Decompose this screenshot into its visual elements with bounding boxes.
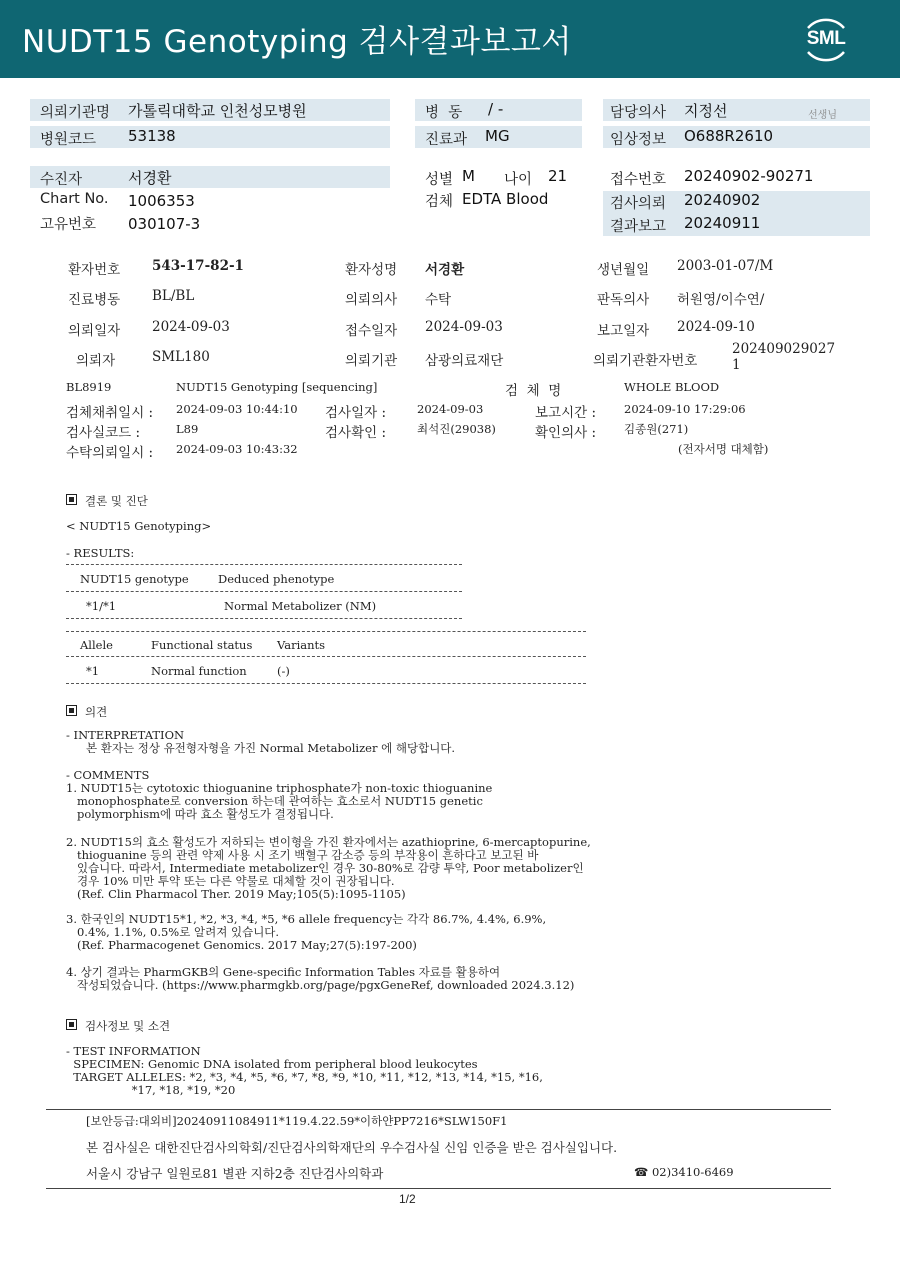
patient-bar	[30, 166, 390, 188]
logo-text: SML	[806, 28, 846, 49]
institution-label: 의뢰기관명	[40, 105, 111, 121]
request-value: 20240902	[684, 191, 761, 209]
test-date-label: 검사일자 :	[325, 405, 387, 421]
testinfo-line: *17, *18, *19, *20	[66, 1083, 236, 1097]
ward-label: 병 동	[425, 105, 463, 121]
hospital-code-value: 53138	[128, 127, 176, 145]
comments-label: - COMMENTS	[66, 768, 150, 782]
comment-2-line: 2. NUDT15의 효소 활성도가 저하되는 변이형을 가진 환자에서는 azathioprine, 6-mercaptopurine,	[66, 835, 591, 849]
detail-r3-v3: 2024-09-10	[677, 319, 755, 335]
sex-label: 성별	[425, 172, 454, 188]
genotype-value: *1/*1	[86, 599, 117, 613]
receipt-label: 접수번호	[610, 172, 667, 188]
interp-text: 본 환자는 정상 유전형자형을 가진 Normal Metabolizer 에 해당합니다.	[86, 741, 456, 755]
section-square-icon	[66, 705, 77, 716]
lab-code-label: 검사실코드 :	[66, 425, 141, 441]
allele-value: *1	[86, 664, 100, 678]
divider	[66, 656, 586, 657]
detail-r2-l1: 진료병동	[68, 292, 121, 308]
clinical-label: 임상정보	[610, 132, 667, 148]
detail-r2-v2: 수탁	[425, 292, 452, 308]
report-label: 결과보고	[610, 219, 667, 235]
testinfo-section-text: 검사정보 및 소견	[85, 1019, 171, 1033]
comment-2-line: (Ref. Clin Pharmacol Ther. 2019 May;105(5):1095-1105)	[66, 887, 406, 901]
interp-label: - INTERPRETATION	[66, 728, 185, 742]
detail-r4-v2: 삼광의료재단	[425, 353, 504, 369]
detail-r1-v2: 서경환	[425, 262, 465, 278]
col-phenotype: Deduced phenotype	[218, 572, 335, 586]
detail-r2-v3: 허원영/이수연/	[677, 292, 765, 308]
testinfo-section-title	[66, 1019, 170, 1033]
comment-3-line: 3. 한국인의 NUDT15*1, *2, *3, *4, *5, *6 allele frequency는 각각 86.7%, 4.4%, 6.9%,	[66, 912, 547, 926]
patient-value: 서경환	[128, 169, 172, 187]
collect-value: 2024-09-03 10:44:10	[176, 402, 298, 416]
request-time-label: 수탁의뢰일시 :	[66, 445, 154, 461]
divider	[66, 564, 462, 565]
detail-r1-v3: 2003-01-07/M	[677, 258, 774, 274]
detail-r4-v1: SML180	[152, 349, 210, 365]
detail-r4-l2: 의뢰기관	[345, 353, 398, 369]
phenotype-value: Normal Metabolizer (NM)	[224, 599, 377, 613]
comment-1-line: 1. NUDT15는 cytotoxic thioguanine triphosphate가 non-toxic thioguanine	[66, 781, 493, 795]
test-name: NUDT15 Genotyping [sequencing]	[176, 380, 378, 394]
detail-r3-v2: 2024-09-03	[425, 319, 503, 335]
divider	[66, 631, 586, 632]
address-line: 서울시 강남구 일원로81 별관 지하2층 진단검사의학과	[86, 1166, 384, 1181]
detail-r3-l2: 접수일자	[345, 323, 398, 339]
specimen-name-value: WHOLE BLOOD	[624, 380, 720, 394]
comment-4-line: 4. 상기 결과는 PharmGKB의 Gene-specific Information Tables 자료를 활용하여	[66, 965, 501, 979]
test-date-value: 2024-09-03	[417, 402, 484, 416]
lab-code-value: L89	[176, 422, 199, 436]
report-title: NUDT15 Genotyping 검사결과보고서	[22, 24, 572, 60]
specimen-label: 검체	[425, 194, 454, 210]
dept-value: MG	[485, 127, 510, 145]
section-square-icon	[66, 1019, 77, 1030]
detail-r1-v1: 543-17-82-1	[152, 258, 244, 274]
institution-value: 가톨릭대학교 인천성모병원	[128, 102, 307, 120]
detail-r2-v1: BL/BL	[152, 288, 195, 304]
detail-r4-v3a: 202409029027	[732, 341, 836, 357]
phone-line: ☎ 02)3410-6469	[634, 1165, 734, 1179]
results-test-name: < NUDT15 Genotyping>	[66, 519, 212, 533]
results-label: - RESULTS:	[66, 546, 135, 560]
testinfo-line: TARGET ALLELES: *2, *3, *4, *5, *6, *7, *8, *9, *10, *11, *12, *13, *14, *15, *16,	[66, 1070, 543, 1084]
col-allele: Allele	[80, 638, 113, 652]
detail-r4-l1: 의뢰자	[76, 353, 116, 369]
certification-line: 본 검사실은 대한진단검사의학회/진단검사의학재단의 우수검사실 신임 인증을 받은 검사실입니다.	[86, 1140, 618, 1155]
divider	[66, 618, 462, 619]
divider	[66, 683, 586, 684]
doctor-value: 지정선	[684, 102, 728, 120]
dept-label: 진료과	[425, 132, 468, 148]
request-label: 검사의뢰	[610, 196, 667, 212]
comment-1-line: monophosphate로 conversion 하는데 관여하는 효소로서 NUDT15 genetic	[66, 794, 483, 808]
collect-label: 검체채취일시 :	[66, 405, 154, 421]
detail-r3-v1: 2024-09-03	[152, 319, 230, 335]
age-label: 나이	[504, 172, 533, 188]
doctor-suffix: 선생님	[808, 110, 837, 121]
report-header	[0, 0, 900, 78]
request-time-value: 2024-09-03 10:43:32	[176, 442, 298, 456]
report-value: 20240911	[684, 214, 761, 232]
comment-2-line: thioguanine 등의 관련 약제 사용 시 조기 백혈구 감소증 등의 부작용이 흔하다고 보고된 바	[66, 848, 539, 862]
testinfo-line: - TEST INFORMATION	[66, 1044, 201, 1058]
report-time-label: 보고시간 :	[535, 405, 597, 421]
confirm-label: 검사확인 :	[325, 425, 387, 441]
col-variants: Variants	[277, 638, 326, 652]
footer-top-rule	[46, 1109, 831, 1110]
results-section-text: 결론 및 진단	[85, 494, 148, 508]
uid-label: 고유번호	[40, 217, 97, 233]
detail-r1-l3: 생년월일	[597, 262, 650, 278]
hospital-code-label: 병원코드	[40, 132, 97, 148]
testinfo-line: SPECIMEN: Genomic DNA isolated from peripheral blood leukocytes	[66, 1057, 478, 1071]
ward-value: / -	[488, 100, 504, 118]
specimen-name-label: 검 체 명	[505, 383, 562, 399]
confirm-value: 최석진(29038)	[417, 422, 496, 436]
chart-label: Chart No.	[40, 191, 109, 207]
divider	[66, 591, 462, 592]
detail-r4-v3b: 1	[732, 357, 741, 373]
detail-r1-l1: 환자번호	[68, 262, 121, 278]
opinion-section-title	[66, 705, 107, 719]
confirm-doc-label: 확인의사 :	[535, 425, 597, 441]
page-number: 1/2	[399, 1192, 416, 1206]
comment-2-line: 경우 10% 미만 투약 또는 다른 약물로 대체할 것이 권장됩니다.	[66, 874, 395, 888]
detail-r3-l1: 의뢰일자	[68, 323, 121, 339]
comment-2-line: 있습니다. 따라서, Intermediate metabolizer인 경우 30-80%로 감량 투약, Poor metabolizer인	[66, 861, 584, 875]
comment-1-line: polymorphism에 따라 효소 활성도가 결정됩니다.	[66, 807, 334, 821]
detail-r2-l3: 판독의사	[597, 292, 650, 308]
detail-r2-l2: 의뢰의사	[345, 292, 398, 308]
footer-bottom-rule	[46, 1188, 831, 1189]
detail-r3-l3: 보고일자	[597, 323, 650, 339]
sex-value: M	[462, 167, 475, 185]
doctor-label: 담당의사	[610, 105, 667, 121]
uid-value: 030107-3	[128, 215, 201, 233]
sml-logo	[800, 14, 852, 66]
status-value: Normal function	[151, 664, 247, 678]
test-code: BL8919	[66, 380, 112, 394]
detail-r1-l2: 환자성명	[345, 262, 398, 278]
detail-r4-l3: 의뢰기관환자번호	[593, 353, 698, 369]
patient-label: 수진자	[40, 172, 83, 188]
comment-3-line: (Ref. Pharmacogenet Genomics. 2017 May;27(5):197-200)	[66, 938, 417, 952]
receipt-value: 20240902-90271	[684, 167, 814, 185]
clinical-value: O688R2610	[684, 127, 774, 145]
report-time-value: 2024-09-10 17:29:06	[624, 402, 746, 416]
section-square-icon	[66, 494, 77, 505]
age-value: 21	[548, 167, 568, 185]
confirm-doc-value: 김종원(271)	[624, 422, 689, 436]
col-status: Functional status	[151, 638, 253, 652]
comment-3-line: 0.4%, 1.1%, 0.5%로 알려져 있습니다.	[66, 925, 280, 939]
opinion-section-text: 의견	[85, 705, 108, 719]
comment-4-line: 작성되었습니다. (https://www.pharmgkb.org/page/pgxGeneRef, downloaded 2024.3.12)	[66, 978, 575, 992]
security-line: [보안등급:대외비]20240911084911*119.4.22.59*이하얀PP7216*SLW150F1	[86, 1114, 508, 1128]
col-genotype: NUDT15 genotype	[80, 572, 189, 586]
esign-note: (전자서명 대체함)	[678, 442, 769, 456]
results-section-title	[66, 494, 148, 508]
chart-value: 1006353	[128, 192, 195, 210]
specimen-value: EDTA Blood	[462, 190, 549, 208]
variants-value: (-)	[277, 664, 290, 678]
